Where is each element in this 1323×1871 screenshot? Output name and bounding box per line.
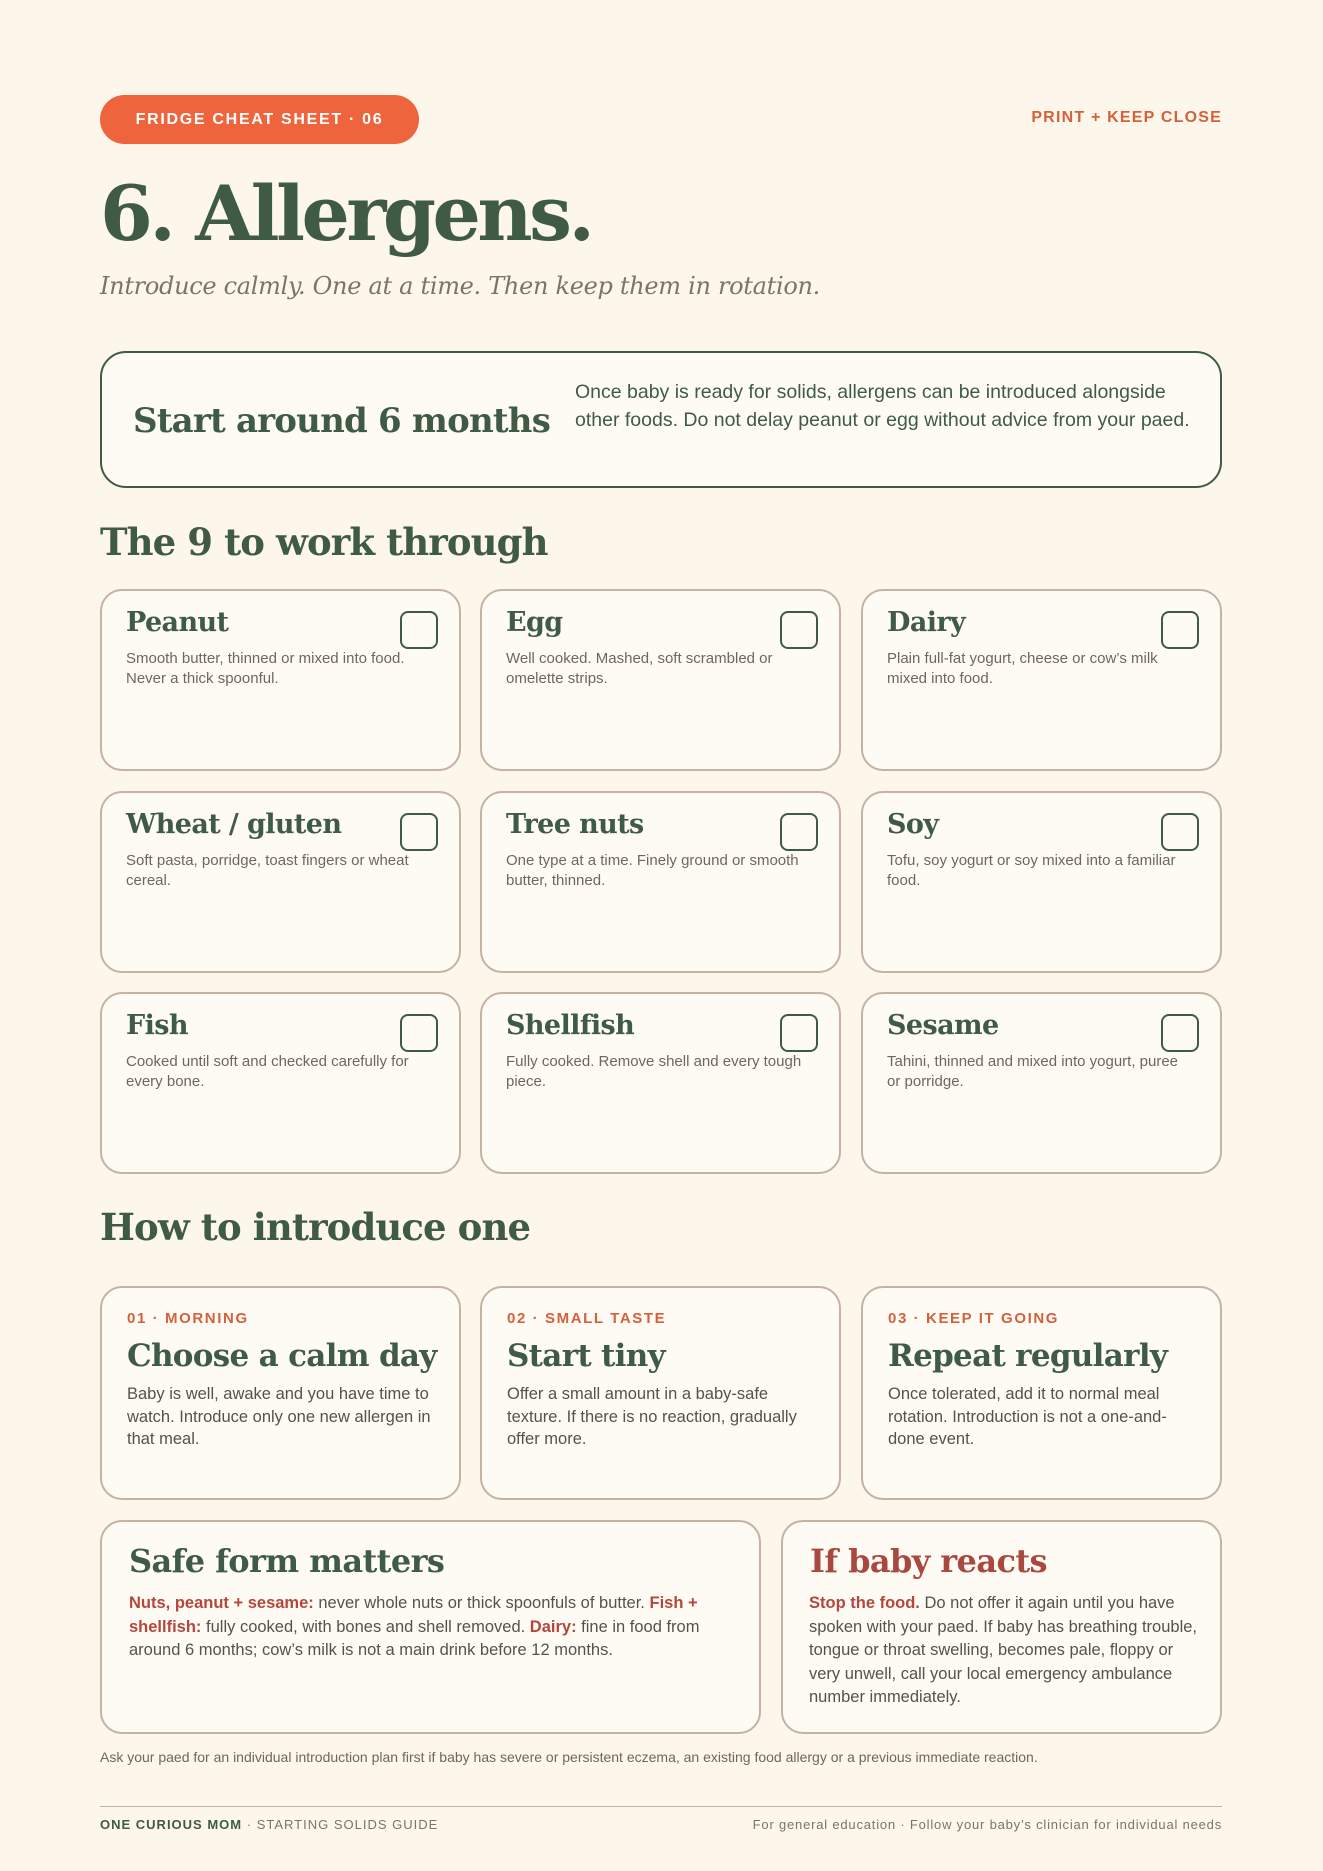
print-note: PRINT + KEEP CLOSE [1031, 109, 1222, 126]
allergens-heading: The 9 to work through [100, 520, 548, 564]
footer-guide: STARTING SOLIDS GUIDE [256, 1817, 439, 1832]
allergen-description: Tofu, soy yogurt or soy mixed into a familiar food. [887, 852, 1176, 889]
sheet-badge: FRIDGE CHEAT SHEET · 06 [100, 95, 419, 144]
step-label: 02 · SMALL TASTE [507, 1310, 667, 1327]
step-card-3 [861, 1286, 1222, 1500]
dairy-text: fine in food from around 6 months; cow’s milk is not a main drink before 12 months. [129, 1617, 700, 1659]
page-title: 6. Allergens. [100, 169, 592, 258]
eczema-note: Ask your paed for an individual introduction plan first if baby has severe or persistent eczema, an existing food allergy or a previous immediate reaction. [100, 1749, 1038, 1765]
reacts-body: Do not offer it again until you have spoken with your paed. If baby has breathing trouble, tongue or throat swelling, becomes pale, floppy or very unwell, call your local emergency ambulance number immediately. [809, 1594, 1197, 1706]
step-card-2 [480, 1286, 841, 1500]
allergen-description: Well cooked. Mashed, soft scrambled or omelette strips. [506, 650, 773, 687]
allergen-card-soy [861, 791, 1222, 973]
allergen-description: Tahini, thinned and mixed into yogurt, puree or porridge. [887, 1053, 1179, 1090]
nuts-label: Nuts, peanut + sesame: [129, 1594, 314, 1612]
fish-text: fully cooked, with bones and shell removed. [201, 1617, 530, 1636]
allergen-checkbox[interactable] [400, 1014, 438, 1052]
allergen-checkbox[interactable] [1161, 611, 1199, 649]
intro-box [100, 351, 1222, 488]
allergen-checkbox[interactable] [400, 813, 438, 851]
footer-separator: · [242, 1817, 257, 1832]
safe-form-text [129, 1592, 729, 1663]
reacts-text [809, 1592, 1199, 1710]
stop-label: Stop the food. [809, 1594, 920, 1612]
allergen-checkbox[interactable] [780, 813, 818, 851]
safe-form-title: Safe form matters [129, 1542, 445, 1580]
step-title: Choose a calm day [127, 1338, 437, 1374]
step-title: Start tiny [507, 1338, 665, 1374]
reacts-title: If baby reacts [810, 1542, 1047, 1580]
allergen-card-tree-nuts [480, 791, 841, 973]
allergen-card-wheat [100, 791, 461, 973]
cheat-sheet-page [100, 0, 1222, 1871]
allergen-name: Dairy [887, 607, 966, 638]
allergen-name: Egg [506, 607, 563, 638]
allergen-name: Shellfish [506, 1010, 635, 1041]
allergen-card-shellfish [480, 992, 841, 1174]
allergen-name: Tree nuts [506, 809, 644, 840]
allergen-card-fish [100, 992, 461, 1174]
allergen-name: Peanut [126, 607, 229, 638]
step-text: Baby is well, awake and you have time to watch. Introduce only one new allergen in that meal. [127, 1385, 431, 1448]
footer-disclaimer: For general education · Follow your baby’s clinician for individual needs [752, 1817, 1222, 1832]
allergen-card-sesame [861, 992, 1222, 1174]
allergen-card-egg [480, 589, 841, 771]
step-text: Offer a small amount in a baby-safe texture. If there is no reaction, gradually offer more. [507, 1385, 797, 1448]
footer-divider [100, 1806, 1222, 1807]
allergen-card-peanut [100, 589, 461, 771]
nuts-text: never whole nuts or thick spoonfuls of butter. [313, 1594, 650, 1612]
step-card-1 [100, 1286, 461, 1500]
allergen-card-dairy [861, 589, 1222, 771]
steps-heading: How to introduce one [100, 1205, 531, 1249]
allergen-checkbox[interactable] [1161, 813, 1199, 851]
page-subtitle: Introduce calmly. One at a time. Then keep them in rotation. [100, 272, 820, 300]
footer-left [100, 1817, 438, 1832]
allergen-description: Soft pasta, porridge, toast fingers or wheat cereal. [126, 852, 409, 889]
allergen-checkbox[interactable] [400, 611, 438, 649]
intro-text: Once baby is ready for solids, allergens can be introduced alongside other foods. Do not delay peanut or egg without advice from your paed. [575, 381, 1190, 431]
footer-brand: ONE CURIOUS MOM [100, 1817, 243, 1832]
allergen-description: One type at a time. Finely ground or smooth butter, thinned. [506, 852, 799, 889]
allergen-name: Fish [126, 1010, 188, 1041]
allergen-description: Fully cooked. Remove shell and every tough piece. [506, 1053, 802, 1090]
step-title: Repeat regularly [888, 1338, 1168, 1374]
allergen-checkbox[interactable] [780, 1014, 818, 1052]
allergen-name: Soy [887, 809, 939, 840]
allergen-checkbox[interactable] [780, 611, 818, 649]
step-label: 03 · KEEP IT GOING [888, 1310, 1060, 1327]
reacts-box [781, 1520, 1222, 1734]
allergen-checkbox[interactable] [1161, 1014, 1199, 1052]
allergen-name: Sesame [887, 1010, 999, 1041]
step-text: Once tolerated, add it to normal meal rotation. Introduction is not a one-and-done event. [888, 1385, 1167, 1448]
allergen-description: Plain full-fat yogurt, cheese or cow’s milk mixed into food. [887, 650, 1158, 687]
allergen-description: Cooked until soft and checked carefully for every bone. [126, 1053, 409, 1090]
dairy-label: Dairy: [529, 1617, 577, 1636]
allergen-name: Wheat / gluten [126, 809, 342, 840]
fish-label: Fish + shellfish: [129, 1594, 698, 1636]
safe-form-box [100, 1520, 761, 1734]
allergen-description: Smooth butter, thinned or mixed into food. Never a thick spoonful. [126, 650, 405, 687]
intro-heading: Start around 6 months [133, 401, 551, 441]
step-label: 01 · MORNING [127, 1310, 249, 1327]
